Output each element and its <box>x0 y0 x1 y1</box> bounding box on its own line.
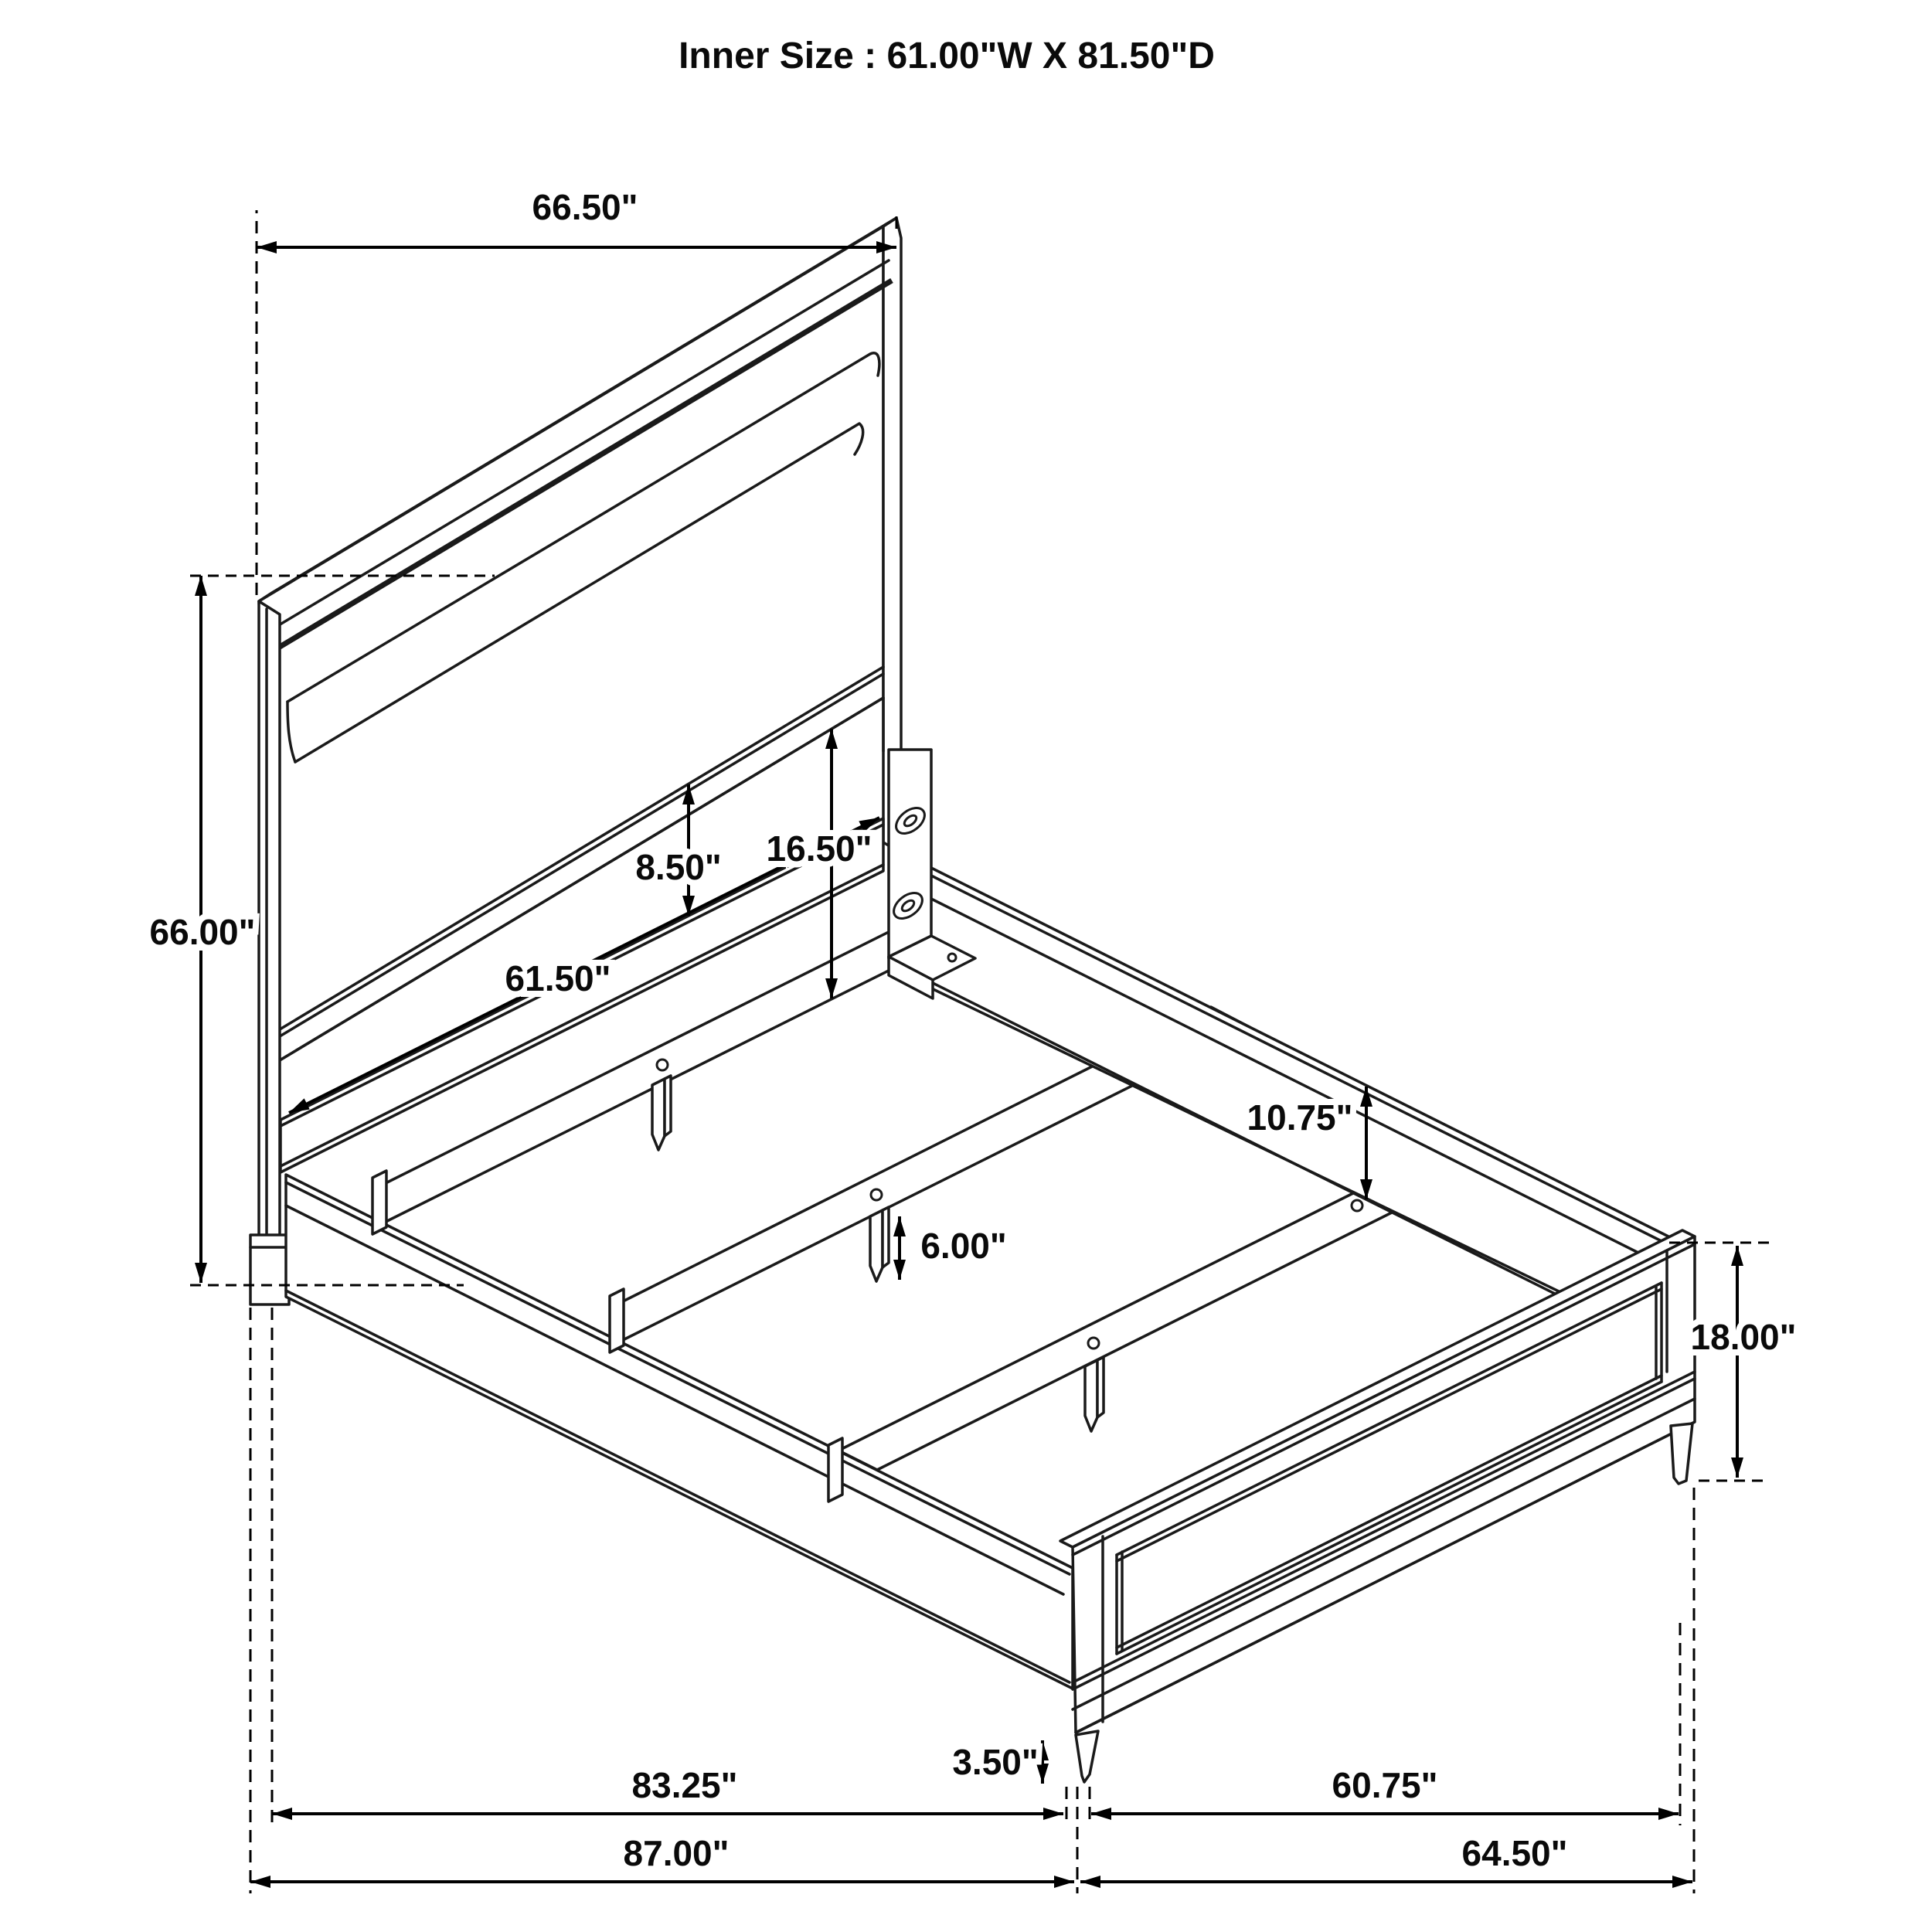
dim-label-headboard-height: 66.00" <box>149 912 256 952</box>
dim-label-total-length: 87.00" <box>623 1833 730 1873</box>
dim-label-footboard-inner-width: 60.75" <box>1332 1765 1438 1805</box>
dim-label-foot-height: 3.50" <box>952 1742 1039 1782</box>
bed-frame-drawing <box>250 218 1695 1782</box>
dim-label-panel-to-rail: 8.50" <box>635 847 722 887</box>
dim-label-inner-rail-width: 61.50" <box>505 958 611 998</box>
dim-label-headboard-to-slat: 16.50" <box>766 828 872 869</box>
diagram-title: Inner Size : 61.00"W X 81.50"D <box>679 36 1215 77</box>
dim-label-footboard-height: 18.00" <box>1690 1317 1797 1357</box>
dim-label-headboard-width: 66.50" <box>532 187 638 227</box>
dim-label-center-leg-height: 6.00" <box>920 1226 1007 1266</box>
headboard-bracket <box>889 750 975 998</box>
dim-foot-height <box>952 1740 1043 1784</box>
dim-label-footboard-outer-width: 64.50" <box>1461 1833 1568 1873</box>
dim-label-side-rail-height: 10.75" <box>1247 1097 1353 1138</box>
headboard <box>250 218 901 1304</box>
dim-center-leg-height <box>900 1216 1007 1280</box>
dim-label-length-without-foot: 83.25" <box>631 1765 738 1805</box>
